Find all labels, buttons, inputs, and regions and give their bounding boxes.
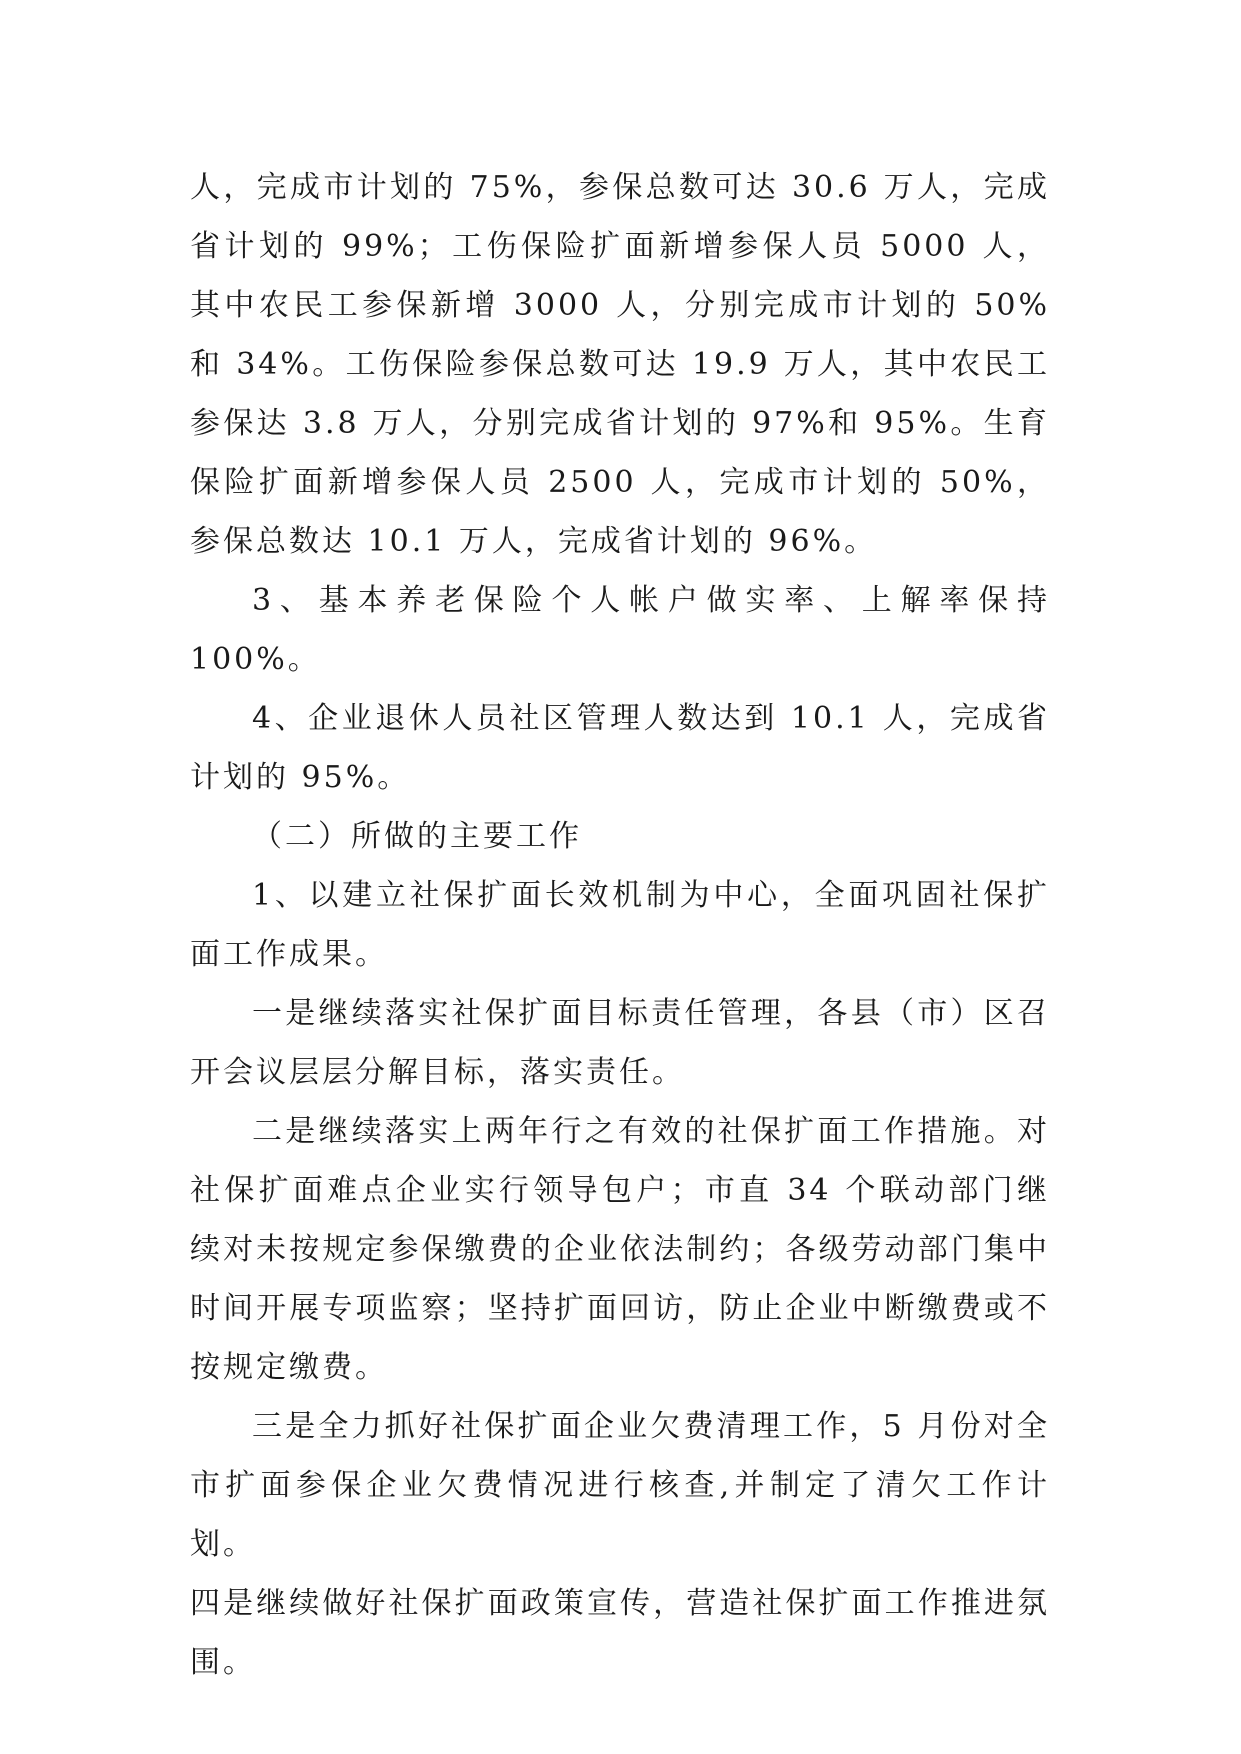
paragraph-point-one: 一是继续落实社保扩面目标责任管理，各县（市）区召开会议层层分解目标，落实责任。 [190, 996, 1050, 1090]
section-heading: （二）所做的主要工作 [252, 819, 582, 854]
paragraph-insurance-statistics: 人，完成市计划的 75%，参保总数可达 30.6 万人，完成省计划的 99%；工伤保险扩面新增参保人员 5000 人，其中农民工参保新增 3000 人，分别完成市计划的 50%和 34%。工伤保险参保总数可达 19.9 万人，其中农民工参保达 3.8 万人，分别完成省计划的 97%和 95%。生育保险扩面新增参保人员 2500 人，完成市计划的 50%，参保总数达 10.1 万人，完成省计划的 96%。 [190, 170, 1050, 559]
paragraph-point-four: 四是继续做好社保扩面政策宣传，营造社保扩面工作推进氛围。 [190, 1586, 1050, 1680]
paragraph-work-item-1: 1、以建立社保扩面长效机制为中心，全面巩固社保扩面工作成果。 [190, 878, 1050, 972]
document-body [190, 158, 1050, 1692]
paragraph-point-two: 二是继续落实上两年行之有效的社保扩面工作措施。对社保扩面难点企业实行领导包户；市直 34 个联动部门继续对未按规定参保缴费的企业依法制约；各级劳动部门集中时间开展专项监察；坚持扩面回访，防止企业中断缴费或不按规定缴费。 [190, 1114, 1050, 1385]
paragraph-point-three: 三是全力抓好社保扩面企业欠费清理工作，5 月份对全市扩面参保企业欠费情况进行核查,并制定了清欠工作计划。 [190, 1409, 1050, 1562]
paragraph-item-4: 4、企业退休人员社区管理人数达到 10.1 人，完成省计划的 95%。 [190, 701, 1050, 795]
paragraph-item-3: 3、基本养老保险个人帐户做实率、上解率保持 100%。 [190, 583, 1050, 677]
